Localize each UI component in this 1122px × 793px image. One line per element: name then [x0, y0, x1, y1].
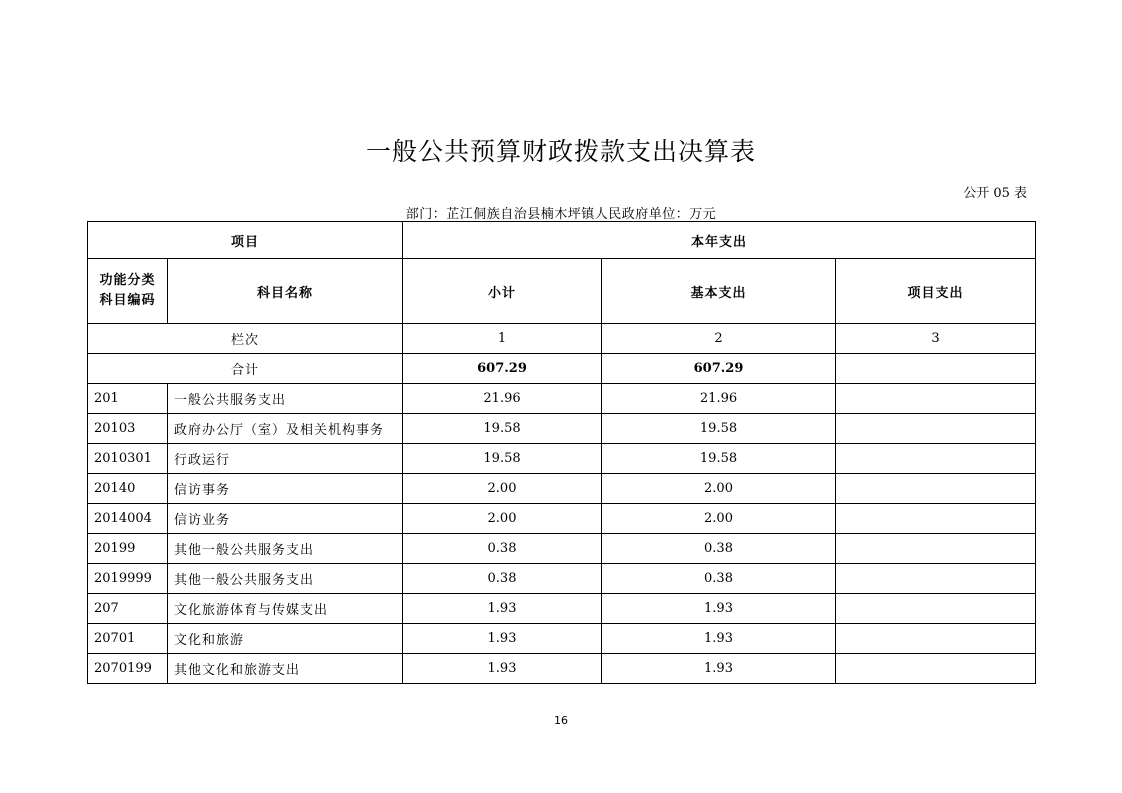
budget-table: [87, 221, 1036, 684]
row-project: [836, 564, 1036, 594]
table-row: [88, 534, 1036, 564]
row-code: 2010301: [88, 444, 168, 474]
row-basic: 1.93: [602, 654, 836, 684]
row-subtotal: 21.96: [403, 384, 602, 414]
header-subject-name: 科目名称: [168, 259, 403, 324]
table-row: [88, 384, 1036, 414]
row-subject-name: 文化和旅游: [168, 624, 403, 654]
row-basic: 0.38: [602, 564, 836, 594]
row-code: 207: [88, 594, 168, 624]
form-number: 公开 05 表: [963, 186, 1027, 201]
row-basic: 2.00: [602, 504, 836, 534]
header-project: 项目支出: [836, 259, 1036, 324]
table-row: [88, 414, 1036, 444]
page-title: 一般公共预算财政拨款支出决算表: [365, 137, 756, 166]
row-project: [836, 474, 1036, 504]
header-subtotal: 小计: [403, 259, 602, 324]
row-subject-name: 信访事务: [168, 474, 403, 504]
row-subtotal: 1.93: [403, 654, 602, 684]
column-number-2: 2: [602, 324, 836, 354]
table-row: [88, 504, 1036, 534]
header-item: 项目: [88, 222, 403, 259]
row-project: [836, 594, 1036, 624]
table-row: [88, 474, 1036, 504]
header-basic: 基本支出: [602, 259, 836, 324]
row-subject-name: 其他文化和旅游支出: [168, 654, 403, 684]
row-subject-name: 其他一般公共服务支出: [168, 534, 403, 564]
header-func-code: 功能分类科目编码: [88, 259, 168, 324]
row-basic: 19.58: [602, 444, 836, 474]
row-subtotal: 0.38: [403, 564, 602, 594]
row-project: [836, 414, 1036, 444]
table-row: [88, 624, 1036, 654]
row-subtotal: 2.00: [403, 474, 602, 504]
row-project: [836, 534, 1036, 564]
total-basic: 607.29: [602, 354, 836, 384]
header-row-2: [88, 259, 1036, 324]
total-label: 合计: [88, 354, 403, 384]
row-basic: 0.38: [602, 534, 836, 564]
row-subtotal: 19.58: [403, 414, 602, 444]
header-row-1: [88, 222, 1036, 259]
column-number-label: 栏次: [88, 324, 403, 354]
table-row: [88, 444, 1036, 474]
row-subject-name: 信访业务: [168, 504, 403, 534]
row-project: [836, 654, 1036, 684]
header-current-year: 本年支出: [403, 222, 1036, 259]
row-subtotal: 1.93: [403, 624, 602, 654]
row-basic: 1.93: [602, 624, 836, 654]
row-subject-name: 政府办公厅（室）及相关机构事务: [168, 414, 403, 444]
row-subtotal: 2.00: [403, 504, 602, 534]
row-project: [836, 624, 1036, 654]
row-project: [836, 444, 1036, 474]
row-code: 2070199: [88, 654, 168, 684]
row-project: [836, 504, 1036, 534]
total-subtotal: 607.29: [403, 354, 602, 384]
row-subject-name: 行政运行: [168, 444, 403, 474]
row-subject-name: 文化旅游体育与传媒支出: [168, 594, 403, 624]
department-unit-line: 部门：芷江侗族自治县楠木坪镇人民政府单位：万元: [405, 207, 717, 222]
row-basic: 1.93: [602, 594, 836, 624]
column-number-3: 3: [836, 324, 1036, 354]
table-row: [88, 654, 1036, 684]
row-subject-name: 一般公共服务支出: [168, 384, 403, 414]
page-number: 16: [554, 714, 568, 727]
row-code: 20701: [88, 624, 168, 654]
table-row: [88, 564, 1036, 594]
row-code: 2014004: [88, 504, 168, 534]
row-project: [836, 384, 1036, 414]
column-number-row: [88, 324, 1036, 354]
row-code: 20103: [88, 414, 168, 444]
row-subtotal: 1.93: [403, 594, 602, 624]
row-subtotal: 19.58: [403, 444, 602, 474]
row-basic: 21.96: [602, 384, 836, 414]
row-code: 2019999: [88, 564, 168, 594]
total-row: [88, 354, 1036, 384]
row-code: 20140: [88, 474, 168, 504]
table-row: [88, 594, 1036, 624]
column-number-1: 1: [403, 324, 602, 354]
row-code: 201: [88, 384, 168, 414]
row-code: 20199: [88, 534, 168, 564]
row-subject-name: 其他一般公共服务支出: [168, 564, 403, 594]
row-subtotal: 0.38: [403, 534, 602, 564]
row-basic: 19.58: [602, 414, 836, 444]
total-project: [836, 354, 1036, 384]
row-basic: 2.00: [602, 474, 836, 504]
